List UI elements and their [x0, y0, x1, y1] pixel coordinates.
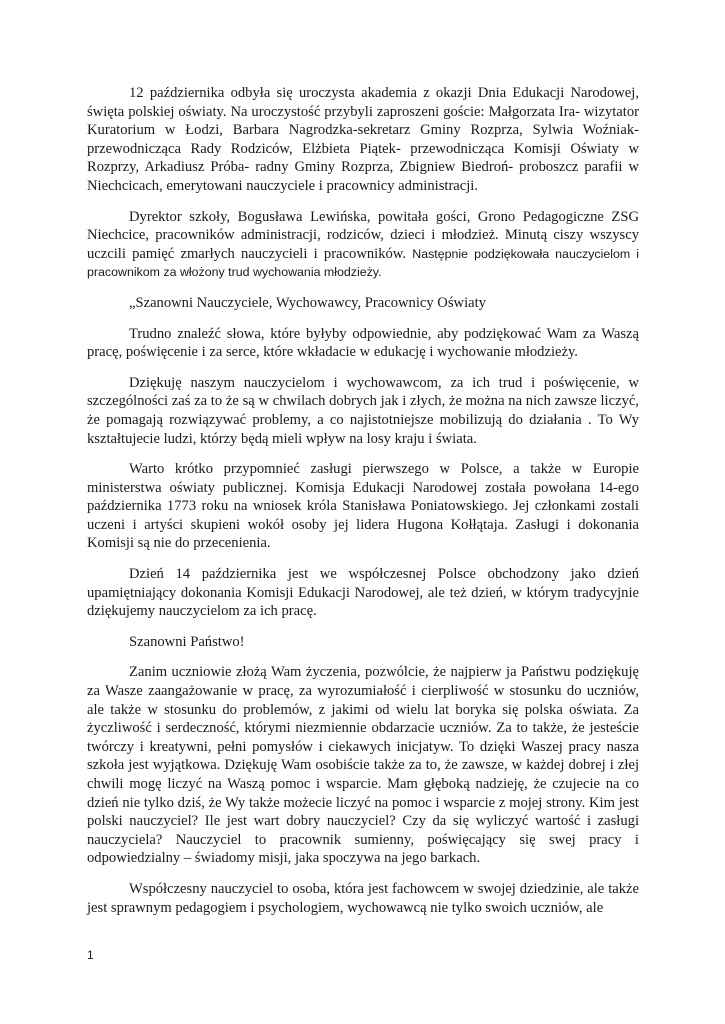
paragraph-holiday: Dzień 14 października jest we współczesnej Polsce obchodzony jako dzień upamiętniający dokonania Komisji Edukacji Narodowej, ale też dzień, w którym tradycyjnie dziękujemy nauczycielom za ich pracę.	[87, 566, 639, 620]
paragraph-director-welcome	[87, 208, 639, 282]
page-number: 1	[87, 948, 94, 962]
paragraph-thanks: Trudno znaleźć słowa, które byłyby odpowiednie, aby podziękować Wam za Waszą pracę, poświęcenie i za serce, które wkładacie w edukację i wychowanie młodzieży.	[87, 325, 639, 361]
paragraph-modern-teacher: Współczesny nauczyciel to osoba, która jest fachowcem w swojej dziedzinie, ale także jest sprawnym pedagogiem i psychologiem, wychowawcą nie tylko swoich uczniów, ale	[87, 880, 639, 916]
paragraph-director-thanks-text: Następnie podziękowała nauczycielom i pracownikom za włożony trud wychowania młodzieży.	[87, 246, 639, 280]
paragraph-address: Szanowni Państwo!	[129, 633, 245, 650]
paragraph-salutation: „Szanowni Nauczyciele, Wychowawcy, Pracownicy Oświaty	[129, 294, 486, 311]
document-body	[87, 84, 639, 929]
paragraph-intro: 12 października odbyła się uroczysta akademia z okazji Dnia Edukacji Narodowej, święta polskiej oświaty. Na uroczystość przybyli zaproszeni goście: Małgorzata Ira- wizytator Kuratorium w Łodzi, Barbara Nagrodzka-sekretarz Gminy Rozprza, Sylwia Woźniak- przewodnicząca Rady Rodziców, Elżbieta Piątek- przewodnicząca Komisji Oświaty w Rozprzy, Arkadiusz Próba- radny Gminy Rozprza, Zbigniew Biedroń- proboszcz parafii w Niechcicach, emerytowani nauczyciele i pracownicy administracji.	[87, 85, 639, 194]
paragraph-history: Warto krótko przypomnieć zasługi pierwszego w Polsce, a także w Europie ministerstwa oświaty publicznej. Komisja Edukacji Narodowej została powołana 14-ego października 1773 roku na wniosek króla Stanisława Poniatowskiego. Jej członkami zostali uczeni i artyści skupieni wokół osoby jej lidera Hugona Kołłątaja. Zasługi i dokonania Komisji są nie do przecenienia.	[87, 461, 639, 552]
paragraph-gratitude: Dziękuję naszym nauczycielom i wychowawcom, za ich trud i poświęcenie, w szczególności zaś za to że są w chwilach dobrych jak i złych, że można na nich zawsze liczyć, że pomagają rozwiązywać problemy, a co najistotniejsze mobilizują do działania . To Wy kształtujecie ludzi, którzy będą mieli wpływ na losy kraju i świata.	[87, 374, 639, 447]
paragraph-director-welcome-text: Dyrektor szkoły, Bogusława Lewińska, powitała gości, Grono Pedagogiczne ZSG Niechcice, pracowników administracji, rodziców, dzieci i młodzież. Minutą ciszy wszyscy uczcili pamięć zmarłych nauczycieli i pracowników.	[87, 208, 639, 262]
paragraph-long-thanks: Zanim uczniowie złożą Wam życzenia, pozwólcie, że najpierw ja Państwu podziękuję za Wasze zaangażowanie w pracę, za wyrozumiałość i cierpliwość w stosunku do uczniów, ale także w stosunku do problemów, z jakimi od wielu lat boryka się polska oświata. Za życzliwość i serdeczność, którymi niezmiennie obdarzacie uczniów. Za to także, że jesteście twórczy i kreatywni, pełni pomysłów i ciekawych inicjatyw. To dzięki Waszej pracy nasza szkoła jest wyjątkowa. Dziękuję Wam osobiście także za to, że zawsze, w każdej dobrej i złej chwili mogę liczyć na Waszą pomoc i wsparcie. Mam głęboką nadzieję, że czujecie na co dzień nie tylko dziś, że Wy także możecie liczyć na pomoc i wsparcie z mojej strony. Kim jest polski nauczyciel? Ile jest wart dobry nauczyciel? Czy da się wyliczyć wartość i zasługi nauczyciela? Nauczyciel to pracownik sumienny, poświęcający się swej pracy i odpowiedzialny – świadomy misji, jaka spoczywa na jego barkach.	[87, 664, 639, 867]
